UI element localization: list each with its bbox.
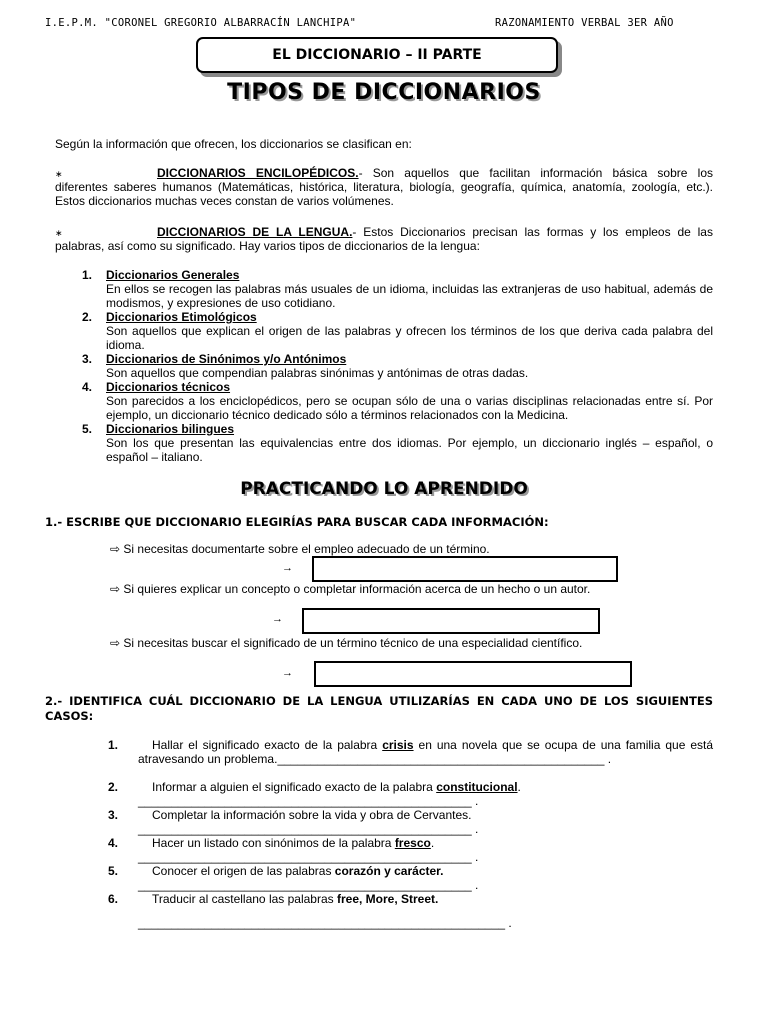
type-language	[55, 225, 713, 253]
subtype-desc: Son aquellos que explican el origen de las palabras y ofrecen los términos de los que deriva cada palabra del idioma.	[106, 324, 713, 352]
bullet-icon: ∗	[55, 228, 63, 238]
case-word: free, More, Street.	[336, 892, 439, 906]
arrow-icon: →	[282, 667, 293, 679]
question-1-title: 1.- ESCRIBE QUE DICCIONARIO ELEGIRÍAS PARA BUSCAR CADA INFORMACIÓN:	[45, 515, 549, 529]
case-text: Hacer un listado con sinónimos de la palabra	[152, 836, 395, 850]
subtype-desc: En ellos se recogen las palabras más usuales de un idioma, incluidas las extranjeras de uso habitual, además de modismos, y expresiones de uso cotidiano.	[106, 282, 713, 310]
case-number: 5.	[108, 864, 119, 878]
hint-item	[110, 582, 590, 596]
subtype-bilingual	[106, 422, 713, 464]
subtype-name: Diccionarios técnicos	[106, 380, 231, 394]
case-word: fresco	[394, 836, 431, 850]
question-2-title: 2.- IDENTIFICA CUÁL DICCIONARIO DE LA LENGUA UTILIZARÍAS EN CADA UNO DE LOS SIGUIENTES CASOS:	[45, 694, 713, 723]
answer-box-1[interactable]	[312, 556, 618, 582]
hint-text: Si necesitas documentarte sobre el empleo adecuado de un término.	[123, 542, 490, 556]
subtype-number: 1.	[82, 268, 93, 282]
subtype-name: Diccionarios Etimológicos	[106, 310, 257, 324]
hint-item	[110, 636, 582, 650]
term-encyclopedic: DICCIONARIOS ENCILOPÉDICOS.	[157, 166, 359, 180]
case-text: Conocer el origen de las palabras	[152, 864, 335, 878]
type-text-rest: diferentes saberes humanos (Matemáticas, histórica, literatura, biología, geografía, química, anatomía, zoología, etc.). Estos diccionarios muchas veces constan de varios volúmenes.	[55, 180, 713, 208]
case-text-after: .	[430, 836, 435, 850]
type-text-rest: palabras, así como su significado. Hay varios tipos de diccionarios de la lengua:	[55, 239, 480, 253]
case-text: Hallar el significado exacto de la palabra	[152, 738, 383, 752]
arrow-right-icon: ⇨	[110, 636, 121, 650]
answer-line[interactable]: __________________________________________________ .	[138, 878, 479, 892]
case-6	[138, 892, 713, 930]
case-text-after: en una novela que se ocupa de una familia que está atravesando un problema.	[138, 738, 714, 766]
case-text: Completar la información sobre la vida y obra de Cervantes.	[152, 808, 472, 822]
case-text-after: .	[517, 780, 521, 794]
answer-box-2[interactable]	[302, 608, 600, 634]
case-number: 4.	[108, 836, 119, 850]
subtype-name: Diccionarios bilingues	[106, 422, 235, 436]
hint-item	[110, 542, 490, 556]
case-number: 1.	[108, 738, 119, 752]
answer-line[interactable]: __________________________________________________ .	[138, 850, 479, 864]
case-number: 6.	[108, 892, 119, 906]
answer-line[interactable]: _______________________________________________________ .	[138, 916, 512, 930]
case-4	[138, 836, 713, 864]
subtype-number: 2.	[82, 310, 93, 324]
case-word: crisis	[382, 738, 414, 752]
type-text-line1: - Estos Diccionarios precisan las formas y los empleos de las	[352, 225, 713, 239]
subtype-number: 5.	[82, 422, 93, 436]
subtype-name: Diccionarios Generales	[106, 268, 240, 282]
case-number: 2.	[108, 780, 119, 794]
arrow-right-icon: ⇨	[110, 542, 121, 556]
subtype-desc: Son los que presentan las equivalencias entre dos idiomas. Por ejemplo, un diccionario inglés – español, o español – italiano.	[106, 436, 713, 464]
arrow-icon: →	[272, 613, 283, 625]
arrow-right-icon: ⇨	[110, 582, 121, 596]
case-text: Traducir al castellano las palabras	[152, 892, 337, 906]
term-language: DICCIONARIOS DE LA LENGUA.	[157, 225, 353, 239]
type-text-line1: - Son aquellos que facilitan información básica sobre los	[358, 166, 713, 180]
case-1	[138, 738, 713, 766]
type-encyclopedic	[55, 166, 713, 208]
subtype-technical	[106, 380, 713, 422]
case-3	[138, 808, 713, 836]
hint-text: Si quieres explicar un concepto o completar información acerca de un hecho o un autor.	[123, 582, 591, 596]
subtype-synonyms	[106, 352, 713, 380]
section-banner: EL DICCIONARIO – II PARTE	[196, 37, 558, 73]
subtype-number: 3.	[82, 352, 93, 366]
case-word: constitucional	[436, 780, 518, 794]
subtype-name: Diccionarios de Sinónimos y/o Antónimos	[106, 352, 347, 366]
course-name: RAZONAMIENTO VERBAL 3ER AÑO	[495, 17, 674, 29]
case-5	[138, 864, 713, 892]
subtype-desc: Son aquellos que compendian palabras sinónimas y antónimas de otras dadas.	[106, 366, 529, 380]
case-number: 3.	[108, 808, 119, 822]
school-name: I.E.P.M. "CORONEL GREGORIO ALBARRACÍN LANCHIPA"	[45, 17, 357, 29]
practice-title: PRACTICANDO LO APRENDIDO	[240, 479, 528, 499]
subtype-desc: Son parecidos a los enciclopédicos, pero se ocupan sólo de una o varias disciplinas relacionadas entre sí. Por ejemplo, un diccionario técnico dedicado sólo a términos relacionados con la Medicina.	[106, 394, 713, 422]
answer-box-3[interactable]	[314, 661, 632, 687]
intro-text: Según la información que ofrecen, los diccionarios se clasifican en:	[55, 137, 412, 151]
case-2	[138, 780, 713, 808]
answer-line[interactable]: __________________________________________________ .	[138, 794, 479, 808]
case-word: corazón y carácter.	[334, 864, 444, 878]
answer-line[interactable]: __________________________________________________ .	[138, 822, 479, 836]
answer-line[interactable]: _________________________________________________ .	[277, 752, 612, 766]
case-text: Informar a alguien el significado exacto de la palabra	[152, 780, 437, 794]
bullet-icon: ∗	[55, 169, 63, 179]
subtype-general	[106, 268, 713, 310]
hint-text: Si necesitas buscar el significado de un término técnico de una especialidad científico.	[123, 636, 583, 650]
page-title: TIPOS DE DICCIONARIOS	[227, 80, 541, 105]
subtype-number: 4.	[82, 380, 93, 394]
arrow-icon: →	[282, 562, 293, 574]
subtype-etymological	[106, 310, 713, 352]
